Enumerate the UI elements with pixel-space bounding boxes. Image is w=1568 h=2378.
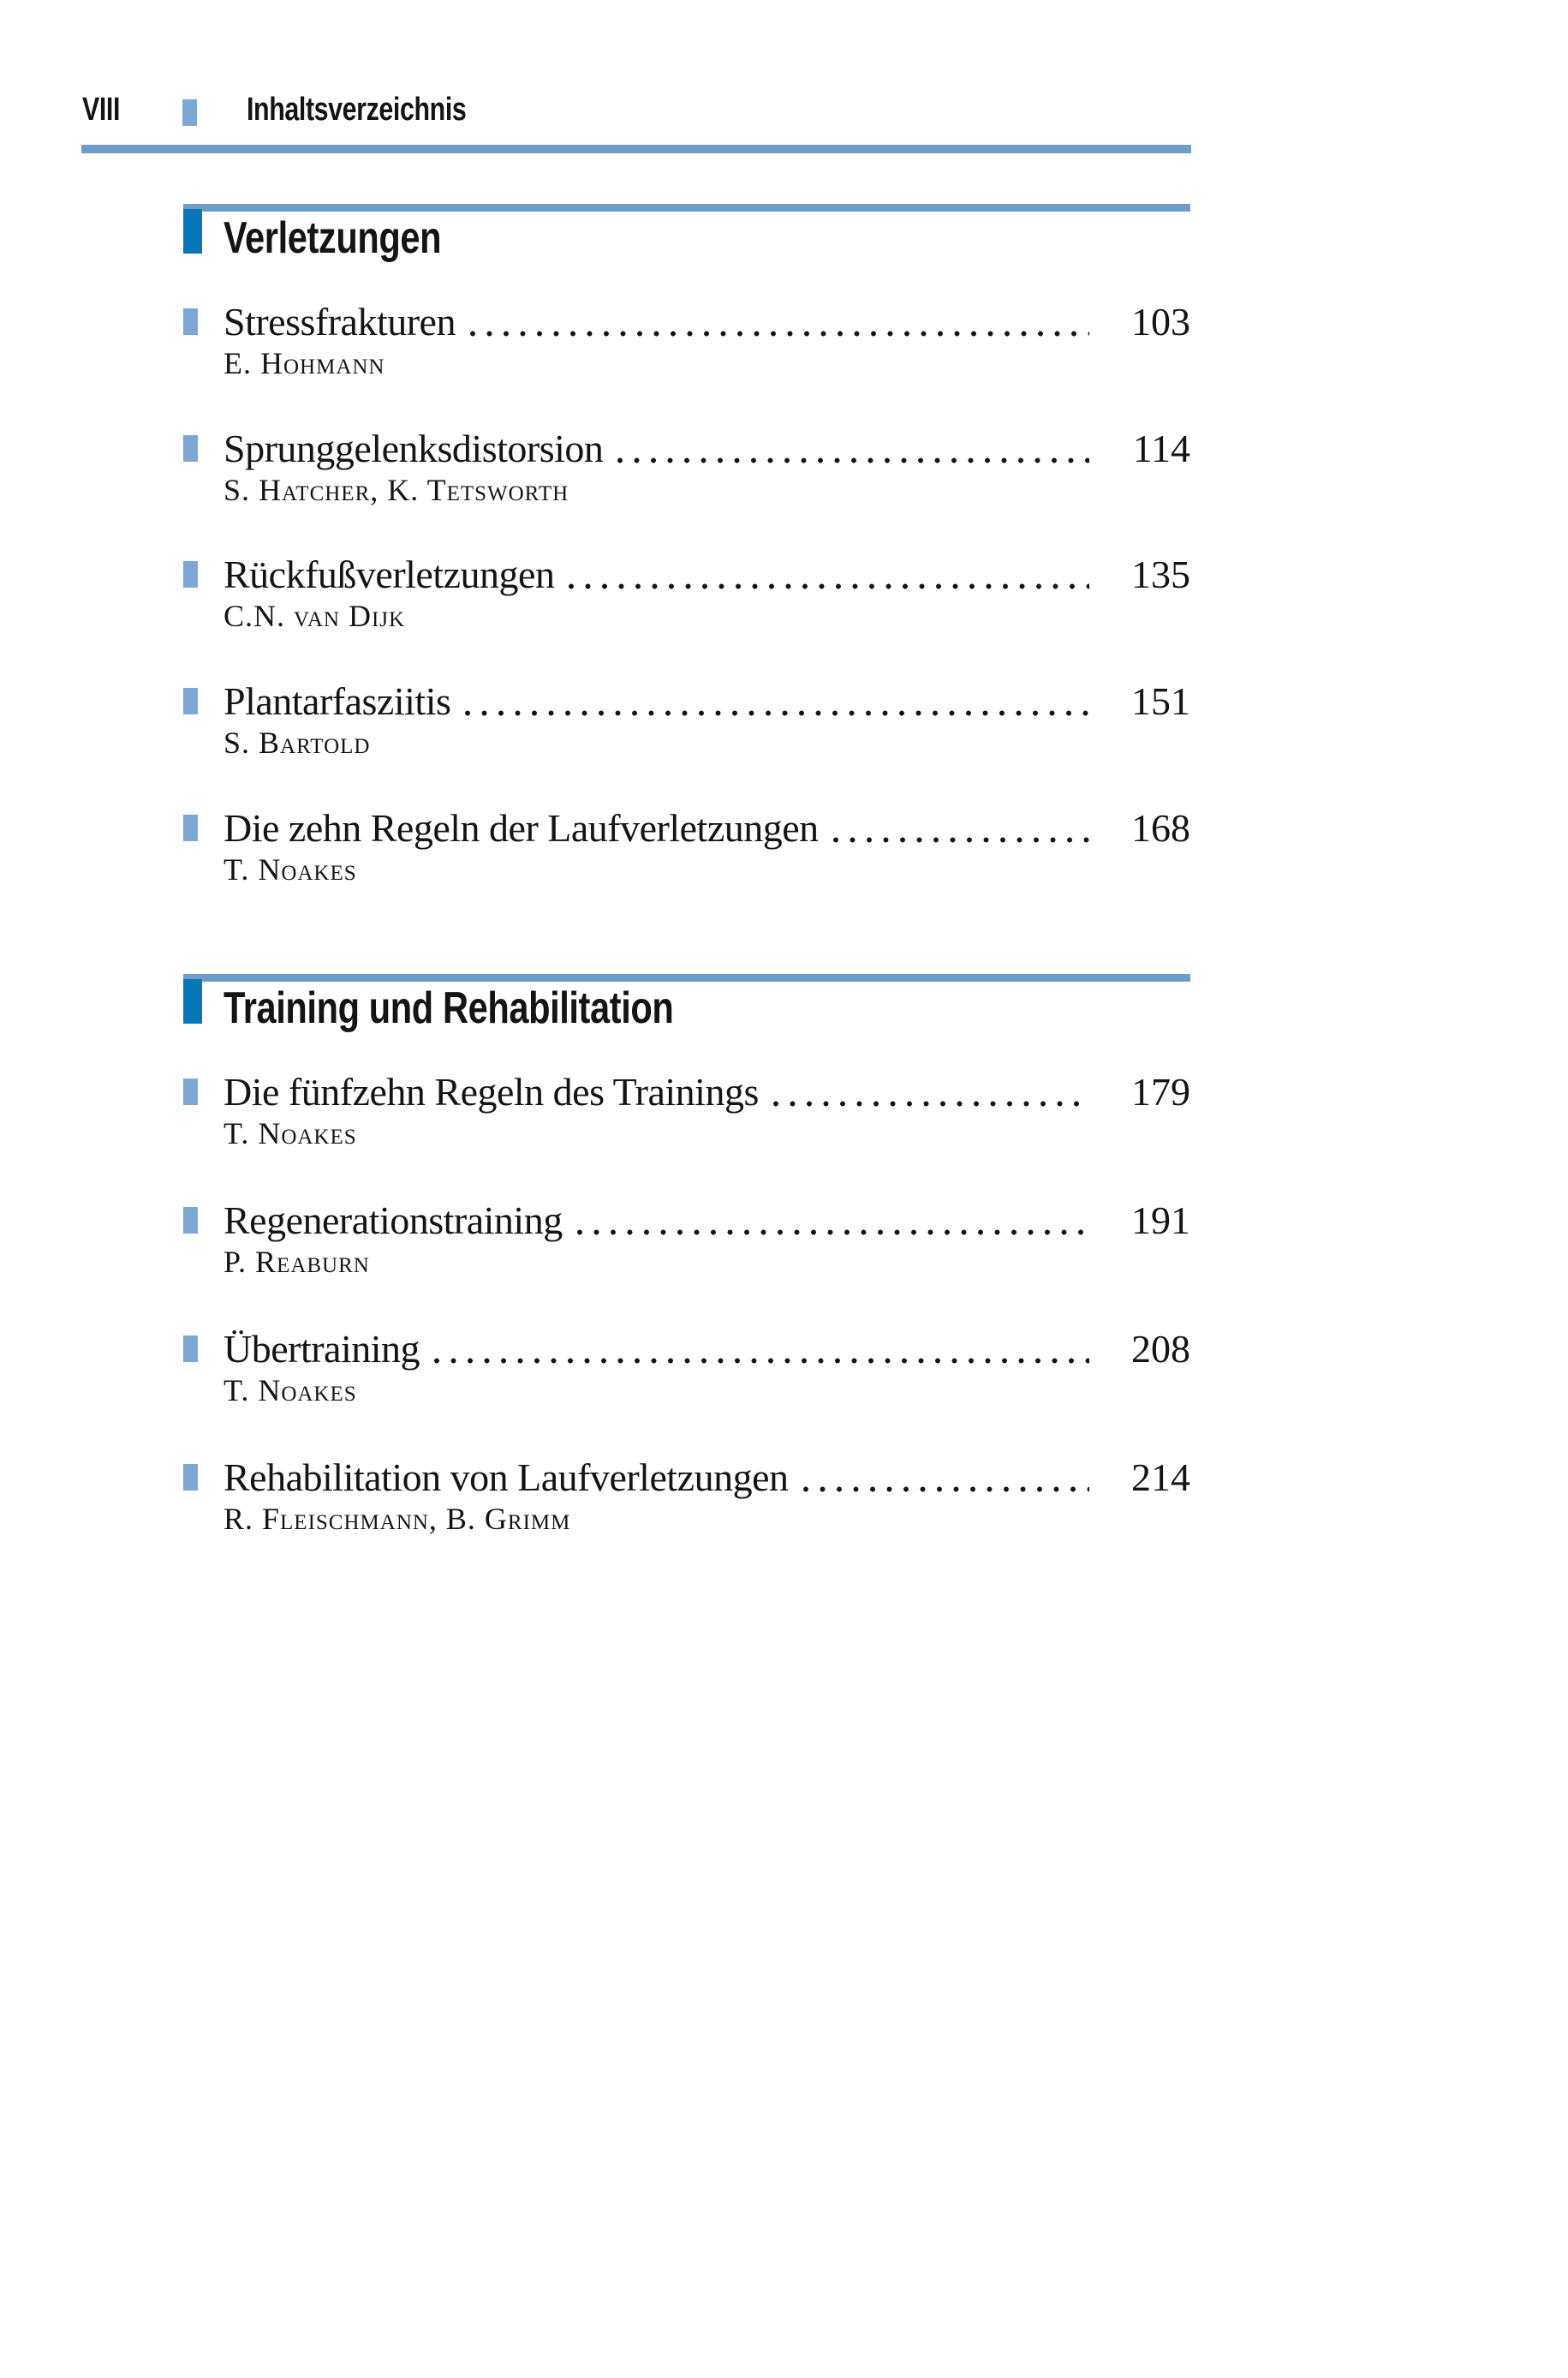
- running-head-title-text: Inhaltsverzeichnis: [247, 92, 467, 128]
- dot-leader: [568, 583, 1089, 589]
- entry-title: Die zehn Regeln der Laufverletzungen: [224, 805, 819, 850]
- dot-leader: [576, 1229, 1089, 1235]
- entry-page-number: 214: [1131, 1455, 1190, 1499]
- toc-entry: [183, 302, 1190, 387]
- entry-authors: C.N. van Dijk: [224, 599, 406, 634]
- toc-entry: [183, 1072, 1190, 1157]
- entry-row: [224, 1457, 1190, 1498]
- entry-authors: E. Hohmann: [224, 346, 385, 380]
- entry-page-number: 179: [1131, 1070, 1190, 1114]
- entry-page-number: 103: [1131, 300, 1190, 344]
- entry-title: Stressfrakturen: [224, 300, 456, 344]
- dot-leader: [832, 837, 1089, 843]
- entry-title: Die fünfzehn Regeln des Trainings: [224, 1070, 759, 1114]
- page-folio: [82, 89, 129, 130]
- entry-authors: T. Noakes: [224, 1116, 357, 1150]
- toc-entry: [183, 805, 1190, 893]
- dot-leader: [802, 1486, 1090, 1492]
- entry-authors: S. Hatcher, K. Tetsworth: [224, 472, 569, 507]
- entry-authors: R. Fleischmann, B. Grimm: [224, 1502, 571, 1536]
- entry-title: Sprunggelenksdistorsion: [224, 426, 604, 470]
- entry-square-marker-icon: [183, 1464, 198, 1491]
- entry-row: [224, 1329, 1190, 1370]
- entry-page-number: 168: [1131, 805, 1190, 850]
- dot-leader: [617, 457, 1089, 463]
- entry-row: [224, 428, 1190, 469]
- section-bar: [183, 974, 1190, 982]
- entry-page-number: 114: [1132, 426, 1190, 470]
- entry-square-marker-icon: [183, 1335, 198, 1362]
- toc-entry: [183, 428, 1190, 514]
- entry-body: [224, 1200, 1190, 1281]
- toc-entry: [183, 554, 1190, 640]
- toc-entry: [183, 1329, 1190, 1414]
- entry-body: [224, 681, 1190, 762]
- entry-square-marker-icon: [183, 435, 198, 462]
- entry-body: [224, 302, 1190, 382]
- entry-row: [224, 681, 1190, 722]
- section-title: [224, 983, 786, 1034]
- entry-square-marker-icon: [183, 1207, 198, 1234]
- entry-body: [224, 1457, 1190, 1538]
- section-bar: [183, 204, 1190, 212]
- dot-leader: [433, 1358, 1089, 1364]
- entry-authors: S. Bartold: [224, 726, 371, 761]
- entry-page-number: 191: [1131, 1198, 1190, 1242]
- entry-square-marker-icon: [183, 688, 198, 714]
- entry-body: [224, 554, 1190, 635]
- entry-square-marker-icon: [183, 308, 198, 335]
- entry-authors: P. Reaburn: [224, 1245, 370, 1279]
- entry-page-number: 208: [1131, 1327, 1190, 1371]
- section-title: [224, 212, 496, 264]
- entry-row: [224, 1072, 1190, 1113]
- entry-authors: T. Noakes: [224, 851, 357, 887]
- entry-body: [224, 805, 1190, 888]
- section-title-text: Training und Rehabilitation: [224, 983, 674, 1033]
- section-title-text: Verletzungen: [224, 213, 442, 263]
- dot-leader: [772, 1101, 1089, 1107]
- entry-square-marker-icon: [183, 561, 198, 588]
- entry-title: Rückfußverletzungen: [224, 553, 555, 597]
- entry-title: Regenerationstraining: [224, 1198, 563, 1242]
- section-square-marker-icon: [183, 979, 202, 1024]
- entry-row: [224, 554, 1190, 595]
- dot-leader: [464, 710, 1089, 716]
- header-rule: [81, 145, 1191, 153]
- entry-page-number: 151: [1131, 679, 1190, 724]
- entry-authors: T. Noakes: [224, 1373, 357, 1407]
- toc-entry: [183, 1457, 1190, 1543]
- entry-square-marker-icon: [183, 1078, 198, 1105]
- toc-entry: [183, 681, 1190, 767]
- entry-row: [224, 302, 1190, 343]
- entry-body: [224, 1329, 1190, 1409]
- entry-title: Plantarfasziitis: [224, 679, 451, 724]
- entry-page-number: 135: [1131, 553, 1190, 597]
- entry-row: [224, 1200, 1190, 1241]
- dot-leader: [469, 331, 1089, 337]
- running-head-title: [247, 89, 521, 130]
- entry-body: [224, 428, 1190, 509]
- entry-title: Übertraining: [224, 1327, 420, 1371]
- section-square-marker-icon: [183, 209, 202, 254]
- entry-title: Rehabilitation von Laufverletzungen: [224, 1455, 789, 1499]
- toc-entry: [183, 1200, 1190, 1286]
- entry-row: [224, 805, 1190, 850]
- entry-square-marker-icon: [183, 815, 198, 841]
- entry-body: [224, 1072, 1190, 1152]
- header-square-marker-icon: [182, 99, 197, 126]
- page-folio-text: VIII: [82, 92, 121, 128]
